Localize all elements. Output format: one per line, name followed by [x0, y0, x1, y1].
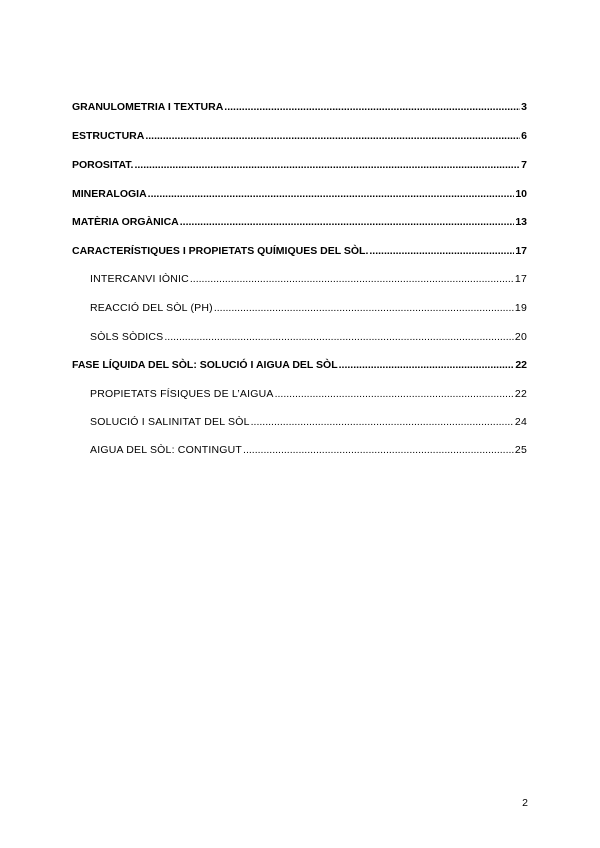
toc-entry-page: 22 [515, 359, 527, 371]
toc-entry-title: ESTRUCTURA [72, 130, 145, 142]
toc-entry-title: FASE LÍQUIDA DEL SÒL: SOLUCIÓ I AIGUA DEL SÒL [72, 359, 338, 371]
toc-dot-leader [251, 414, 514, 430]
toc-entry-granulometria-i-textura[interactable] [72, 99, 527, 115]
page-number: 2 [522, 797, 528, 809]
toc-entry-page: 22 [514, 388, 527, 400]
toc-subentry-solucio-i-salinitat[interactable] [90, 414, 527, 430]
toc-entry-porositat[interactable] [72, 157, 527, 173]
toc-dot-leader [134, 157, 520, 173]
toc-dot-leader [369, 243, 514, 259]
toc-entry-page: 7 [521, 159, 527, 171]
toc-entry-page: 25 [514, 444, 527, 456]
toc-entry-fase-liquida[interactable] [72, 357, 527, 373]
toc-subentry-aigua-del-sol[interactable] [90, 442, 527, 458]
toc-entry-title: SÒLS SÒDICS [90, 331, 164, 343]
toc-entry-title: GRANULOMETRIA I TEXTURA [72, 101, 224, 113]
toc-entry-title: REACCIÓ DEL SÒL (PH) [90, 302, 213, 314]
toc-entry-page: 20 [514, 331, 527, 343]
toc-entry-mineralogia[interactable] [72, 186, 527, 202]
toc-entry-page: 13 [515, 216, 527, 228]
toc-dot-leader [190, 271, 514, 287]
toc-entry-title: CARACTERÍSTIQUES I PROPIETATS QUÍMIQUES DEL SÒL. [72, 245, 369, 257]
toc-entry-propietats-quimiques[interactable] [72, 243, 527, 259]
toc-dot-leader [275, 386, 514, 402]
toc-dot-leader [214, 300, 514, 316]
toc-subentry-intercanvi-ionic[interactable] [90, 271, 527, 287]
toc-dot-leader [180, 214, 515, 230]
toc-entry-page: 17 [514, 273, 527, 285]
toc-entry-page: 24 [514, 416, 527, 428]
toc-entry-title: MINERALOGIA [72, 188, 147, 200]
toc-entry-title: POROSITAT. [72, 159, 134, 171]
toc-dot-leader [148, 186, 515, 202]
toc-dot-leader [224, 99, 520, 115]
toc-dot-leader [243, 442, 514, 458]
toc-dot-leader [164, 329, 514, 345]
toc-entry-estructura[interactable] [72, 128, 527, 144]
toc-dot-leader [339, 357, 515, 373]
toc-subentry-propietats-fisiques[interactable] [90, 386, 527, 402]
toc-entry-title: MATÈRIA ORGÀNICA [72, 216, 179, 228]
toc-entry-title: SOLUCIÓ I SALINITAT DEL SÒL [90, 416, 250, 428]
toc-entry-page: 6 [521, 130, 527, 142]
toc-subentry-sols-sodics[interactable] [90, 329, 527, 345]
toc-entry-page: 3 [521, 101, 527, 113]
toc-subentry-reaccio-del-sol[interactable] [90, 300, 527, 316]
toc-entry-title: INTERCANVI IÒNIC [90, 273, 189, 285]
toc-entry-title: PROPIETATS FÍSIQUES DE L’AIGUA [90, 388, 274, 400]
toc-entry-title: AIGUA DEL SÒL: CONTINGUT [90, 444, 243, 456]
toc-entry-page: 19 [514, 302, 527, 314]
toc-entry-materia-organica[interactable] [72, 214, 527, 230]
toc-entry-page: 17 [515, 245, 527, 257]
toc-entry-page: 10 [515, 188, 527, 200]
toc-dot-leader [145, 128, 520, 144]
